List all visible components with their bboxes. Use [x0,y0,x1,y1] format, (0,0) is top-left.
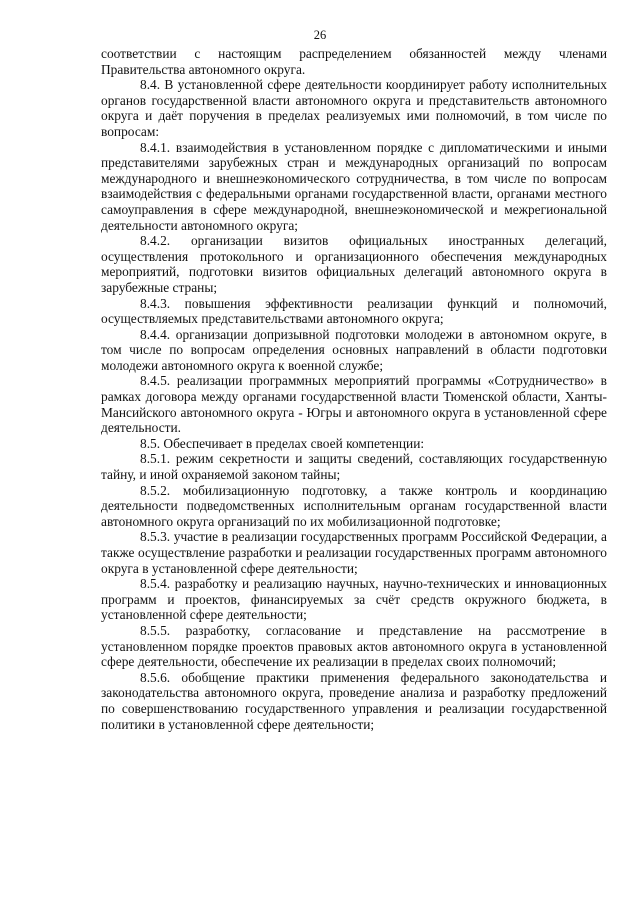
paragraph-8-5-2: 8.5.2. мобилизационную подготовку, а также контроль и координацию деятельности подведомственных исполнительным органам государственной власти автономного округа организаций по их мобилизационной подготовке; [101,482,607,529]
paragraph-8-4-1: 8.4.1. взаимодействия в установленном порядке с дипломатическими и иными представителями зарубежных стран и международных организаций по вопросам международного и внешнеэкономического сотрудничества, в том числе по вопросам взаимодействия с федеральными органами государственной власти, органами местного самоуправления в сфере международной, внешнеэкономической и межрегиональной деятельности автономного округа; [101,139,607,233]
page-number: 26 [313,28,327,42]
paragraph-continuation: соответствии с настоящим распределением обязанностей между членами Правительства автономного округа. [101,46,607,77]
paragraph-8-5-5: 8.5.5. разработку, согласование и представление на рассмотрение в установленном порядке проектов правовых актов автономного округа в установленной сфере деятельности, обеспечение их реализации в пределах своих полномочий; [101,622,607,670]
paragraph-8-4-5: 8.4.5. реализации программных мероприятий программы «Сотрудничество» в рамках договора между органами государственной власти Тюменской области, Ханты-Мансийского автономного округа - Югры и автономного округа в установленной сфере деятельности. [101,373,607,436]
paragraph-8-4-4: 8.4.4. организации допризывной подготовки молодежи в автономном округе, в том числе по вопросам определения основных направлений в области подготовки молодежи автономного округа к военной службе; [101,326,607,373]
paragraph-8-5-6: 8.5.6. обобщение практики применения федерального законодательства и законодательства автономного округа, проведение анализа и разработку предложений по совершенствованию государственного управления и реализации государственной политики в установленной сфере деятельности; [101,669,607,732]
paragraph-8-4: 8.4. В установленной сфере деятельности координирует работу исполнительных органов государственной власти автономного округа и представительств автономного округа и даёт поручения в пределах реализуемых ими полномочий, в том числе по вопросам: [101,77,607,139]
paragraph-8-5-4: 8.5.4. разработку и реализацию научных, научно-технических и инновационных программ и проектов, финансируемых за счёт средств окружного бюджета, в установленной сфере деятельности; [101,576,607,623]
paragraph-8-5-3: 8.5.3. участие в реализации государственных программ Российской Федерации, а также осуществление разработки и реализации государственных программ автономного округа в установленной сфере деятельности; [101,529,607,576]
paragraph-8-4-3: 8.4.3. повышения эффективности реализации функций и полномочий, осуществляемых представительствами автономного округа; [101,295,607,327]
paragraph-8-5: 8.5. Обеспечивает в пределах своей компетенции: [140,435,425,451]
paragraph-8-4-2: 8.4.2. организации визитов официальных иностранных делегаций, осуществления протокольного и организационного обеспечения международных мероприятий, подготовки визитов официальных делегаций автономного округа в зарубежные страны; [101,233,607,295]
paragraph-8-5-1: 8.5.1. режим секретности и защиты сведений, составляющих государственную тайну, и иной охраняемой законом тайны; [101,451,607,483]
document-body [101,46,607,732]
